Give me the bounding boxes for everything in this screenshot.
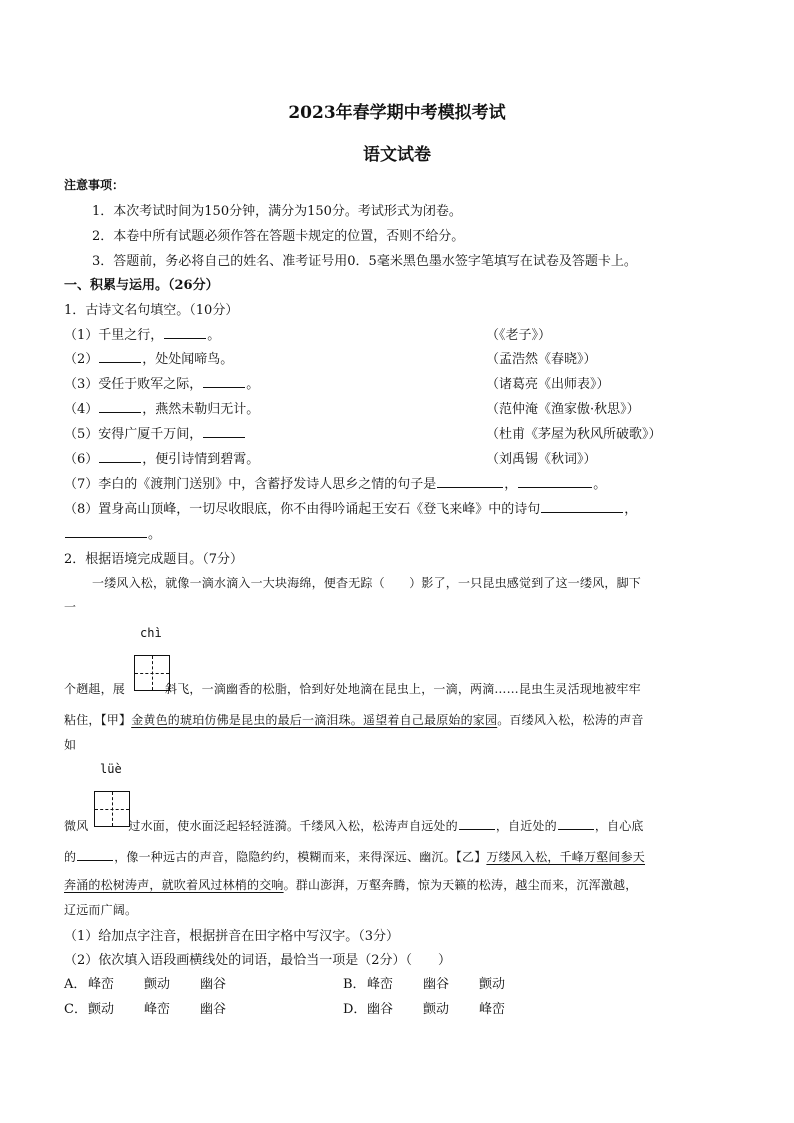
option-word: 颤动 <box>423 1002 450 1017</box>
q1-line-1 <box>64 324 220 343</box>
passage-text: 粘住，【甲】 <box>64 713 132 727</box>
answer-blank[interactable] <box>518 475 592 488</box>
passage-line <box>64 711 644 728</box>
q1-source-3: （诸葛亮《出师表》） <box>486 377 610 392</box>
q1-line-text: （1）千里之行， <box>64 328 164 343</box>
q1-line-text: （4） <box>64 402 99 417</box>
option-word: 幽谷 <box>200 1002 227 1017</box>
option-word: 颤动 <box>144 977 171 992</box>
q1-line-3 <box>64 373 259 392</box>
q1-line-2 <box>64 348 233 367</box>
option-word: 颤动 <box>88 1002 115 1017</box>
option-word: 幽谷 <box>200 977 227 992</box>
answer-blank[interactable] <box>164 326 206 339</box>
passage-underlined: 金黄色的琥珀仿佛是昆虫的最后一滴泪珠。遥望着自己最原始的家园 <box>131 713 498 727</box>
option-key: D． <box>343 1002 367 1017</box>
option-word: 峰峦 <box>144 1002 171 1017</box>
option-word: 幽谷 <box>367 1002 394 1017</box>
q1-line-5 <box>64 423 246 442</box>
answer-blank[interactable] <box>99 400 141 413</box>
option-key: A． <box>64 977 87 992</box>
q1-line-8-cont <box>64 523 161 542</box>
q1-line-text: 。 <box>207 328 221 343</box>
passage-text: 个趔趄，展 <box>64 682 126 696</box>
q1-line-text: ， <box>504 477 518 492</box>
answer-blank[interactable] <box>541 500 623 513</box>
passage-line: 一缕风入松，就像一滴水滴入一大块海绵，便杳无踪（ ）影了，一只昆虫感觉到了这一缕风，脚下 <box>92 576 642 590</box>
q1-line-text: 。 <box>246 377 260 392</box>
option-c[interactable] <box>64 998 226 1017</box>
passage-text: ，自心底 <box>594 819 644 833</box>
section-heading: 一、积累与运用。（26分） <box>64 278 219 293</box>
q1-line-text: （2） <box>64 352 99 367</box>
answer-blank[interactable] <box>203 375 245 388</box>
passage-text: 过水面，使水面泛起轻轻涟漪。千缕风入松，松涛声自远处的 <box>128 819 458 833</box>
passage-text: 。群山澎湃，万壑奔腾，惊为天籁的松涛，越尘而来，沉浑激越， <box>283 878 638 892</box>
q1-line-text: ，便引诗情到碧霄。 <box>142 452 260 467</box>
q1-source-5: （杜甫《茅屋为秋风所破歌》） <box>486 427 662 442</box>
passage-underlined: 万缕风入松，千峰万壑间参天 <box>486 850 646 864</box>
q1-line-text: （8）置身高山顶峰，一切尽收眼底，你不由得吟诵起王安石《登飞来峰》中的诗句 <box>64 502 541 517</box>
passage-text: 微风 <box>64 819 89 833</box>
notice-heading: 注意事项： <box>64 178 125 192</box>
passage-line: 一 <box>64 600 77 614</box>
q1-line-text: ， <box>624 502 638 517</box>
answer-blank[interactable] <box>437 475 503 488</box>
pinyin-lue: lüè <box>100 762 122 776</box>
q1-line-7 <box>64 473 606 492</box>
answer-blank[interactable] <box>65 525 147 538</box>
pinyin-chi: chì <box>140 626 162 640</box>
option-d[interactable] <box>343 998 505 1017</box>
option-key: C． <box>64 1002 87 1017</box>
option-a[interactable] <box>64 973 226 992</box>
q1-stem: 1．古诗文名句填空。（10分） <box>64 303 239 318</box>
q1-source-6: （刘禹锡《秋词》） <box>486 452 597 467</box>
option-word: 颤动 <box>479 977 506 992</box>
passage-text: ，自近处的 <box>495 819 557 833</box>
option-word: 峰峦 <box>88 977 115 992</box>
answer-blank[interactable] <box>77 848 113 861</box>
option-word: 峰峦 <box>367 977 394 992</box>
q1-line-text: ，处处闻啼鸟。 <box>142 352 234 367</box>
q1-line-text: 。 <box>148 527 162 542</box>
q1-line-text: 。 <box>593 477 607 492</box>
q1-source-1: （《老子》） <box>486 328 552 343</box>
answer-blank[interactable] <box>99 450 141 463</box>
passage-text: 斜飞，一滴幽香的松脂，恰到好处地滴在昆虫上，一滴，两滴……昆虫生灵活现地被牢牢 <box>165 682 641 696</box>
answer-blank[interactable] <box>203 425 245 438</box>
q1-line-text: （3）受任于败军之际， <box>64 377 203 392</box>
exam-subtitle: 语文试卷 <box>363 145 431 165</box>
passage-text: 。百缕风入松，松涛的声音 <box>497 713 644 727</box>
q1-line-4 <box>64 398 259 417</box>
q1-source-2: （孟浩然《春晓》） <box>486 352 597 367</box>
passage-line <box>64 848 645 865</box>
notice-item-1: 1．本次考试时间为150分钟，满分为150分。考试形式为闭卷。 <box>92 204 462 219</box>
passage-line <box>64 817 644 834</box>
option-key: B． <box>343 977 366 992</box>
option-word: 峰峦 <box>479 1002 506 1017</box>
notice-item-2: 2．本卷中所有试题必须作答在答题卡规定的位置，否则不给分。 <box>92 229 465 244</box>
passage-underlined: 奔涌的松树涛声，就吹着风过林梢的交响 <box>64 878 284 892</box>
q1-line-8 <box>64 498 637 517</box>
passage-line <box>64 680 641 697</box>
q2-stem: 2．根据语境完成题目。（7分） <box>64 552 244 567</box>
option-b[interactable] <box>343 973 505 992</box>
answer-blank[interactable] <box>459 817 495 830</box>
q2-sub2: （2）依次填入语段画横线处的词语，最恰当一项是（2分）（ ） <box>64 953 452 968</box>
exam-title: 2023年春学期中考模拟考试 <box>288 103 506 123</box>
notice-item-3: 3．答题前，务必将自己的姓名、准考证号用0．5毫米黑色墨水签字笔填写在试卷及答题卡上。 <box>92 254 637 269</box>
q1-source-4: （范仲淹《渔家傲·秋思》） <box>486 402 640 417</box>
q1-line-text: （7）李白的《渡荆门送别》中，含蓄抒发诗人思乡之情的句子是 <box>64 477 437 492</box>
answer-blank[interactable] <box>99 350 141 363</box>
q1-line-text: ，燕然未勒归无计。 <box>142 402 260 417</box>
q1-line-6 <box>64 448 259 467</box>
passage-line: 辽远而广阔。 <box>64 903 138 917</box>
option-word: 幽谷 <box>423 977 450 992</box>
passage-text: ，像一种远古的声音，隐隐约约，模糊而来，来得深远、幽沉。【乙】 <box>114 850 487 864</box>
q1-line-text: （5）安得广厦千万间， <box>64 427 203 442</box>
passage-line <box>64 876 637 893</box>
q1-line-text: （6） <box>64 452 99 467</box>
passage-line: 如 <box>64 738 77 752</box>
passage-text: 的 <box>64 850 77 864</box>
q2-sub1: （1）给加点字注音，根据拼音在田字格中写汉字。（3分） <box>64 929 400 944</box>
answer-blank[interactable] <box>558 817 594 830</box>
